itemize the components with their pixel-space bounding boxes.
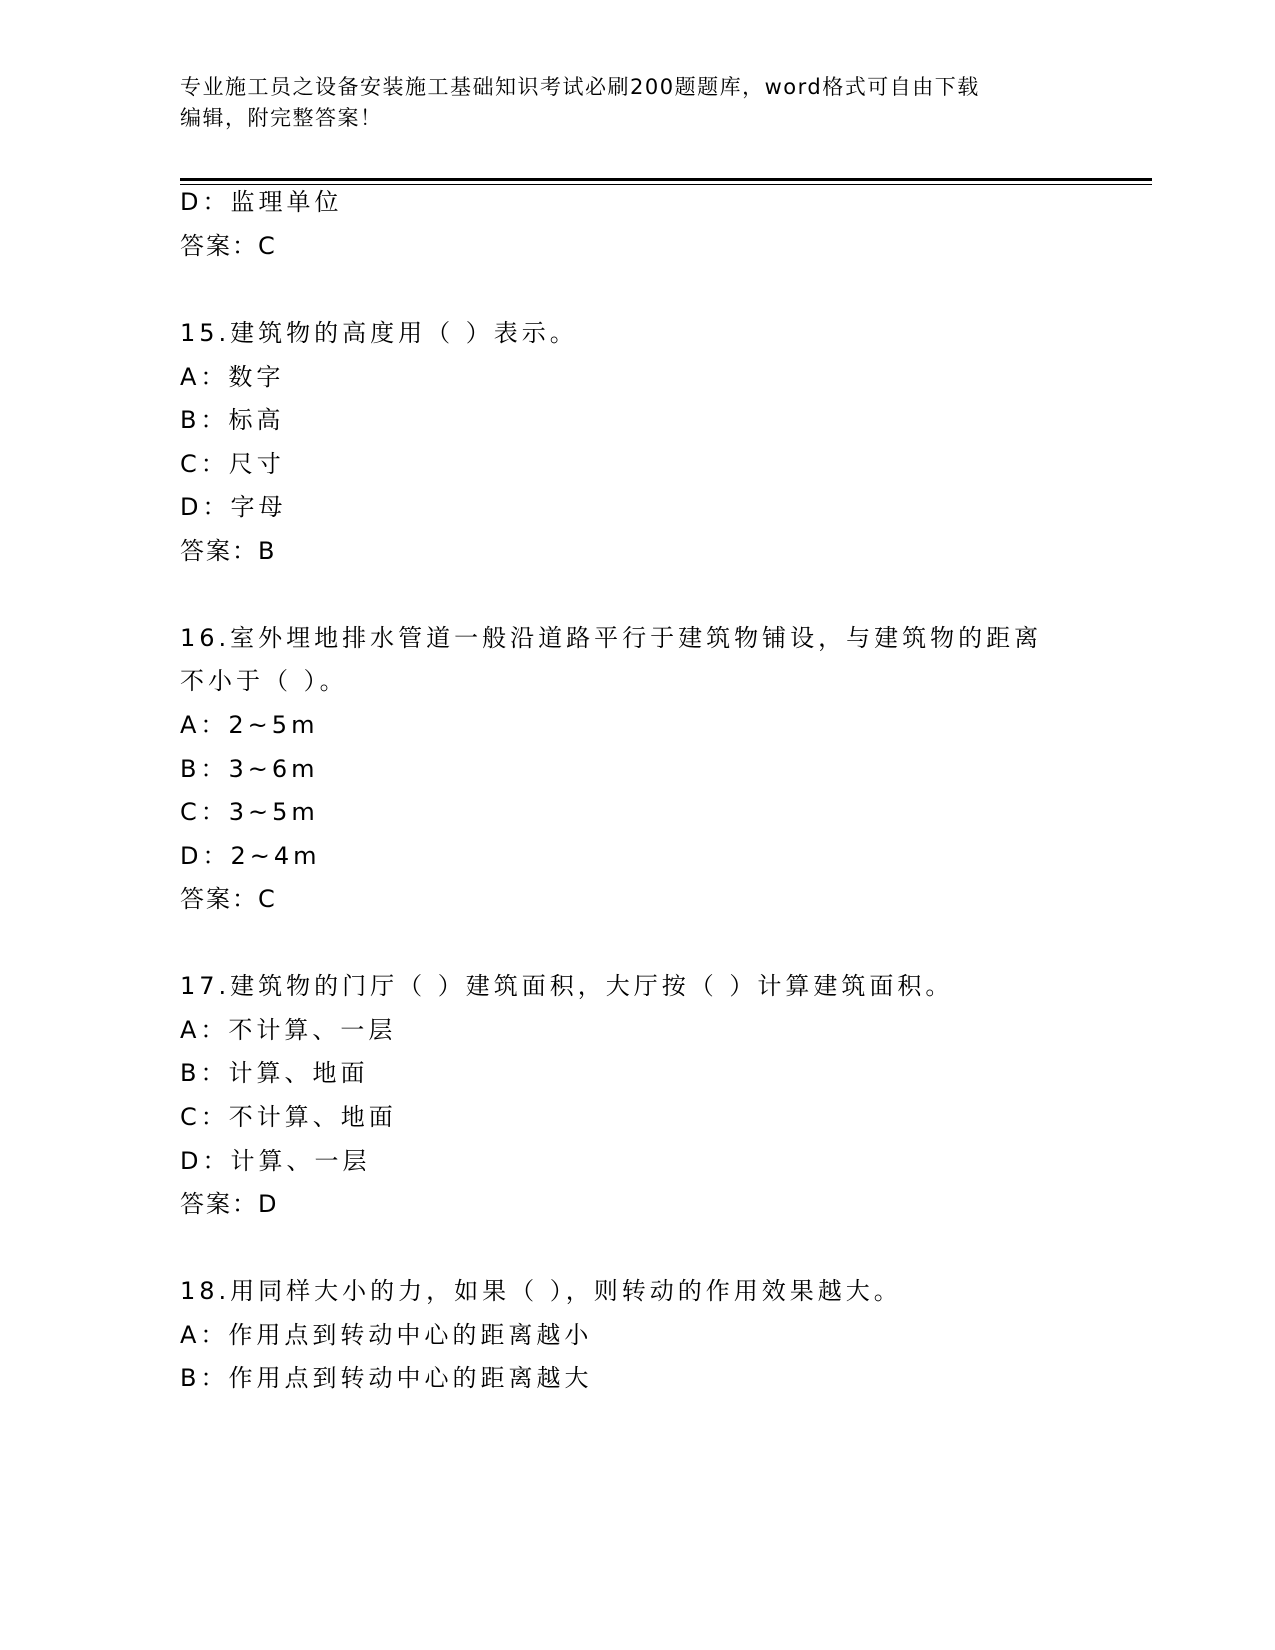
question-15-option-d: D：字母: [180, 493, 287, 521]
question-16-option-c: C：3~5m: [180, 798, 319, 826]
question-15-option-b: B：标高: [180, 406, 285, 434]
question-17-answer: 答案：D: [180, 1190, 279, 1218]
question-18-stem: 18.用同样大小的力，如果（ ），则转动的作用效果越大。: [180, 1277, 902, 1305]
question-15-option-a: A：数字: [180, 363, 285, 391]
question-16-stem-line-2: 不小于（ ）。: [180, 667, 348, 695]
document-header: [180, 72, 1080, 134]
question-15-stem: 15.建筑物的高度用（ ）表示。: [180, 319, 578, 347]
carryover-option-d: D：监理单位: [180, 188, 343, 216]
question-18-option-a: A：作用点到转动中心的距离越小: [180, 1321, 593, 1349]
question-16-option-d: D：2~4m: [180, 842, 321, 870]
question-17-stem: 17.建筑物的门厅（ ）建筑面积，大厅按（ ）计算建筑面积。: [180, 972, 954, 1000]
question-16-option-a: A：2~5m: [180, 711, 319, 739]
question-16-answer: 答案：C: [180, 885, 277, 913]
question-15-answer: 答案：B: [180, 537, 277, 565]
question-15-option-c: C：尺寸: [180, 450, 285, 478]
header-divider-thick: [180, 178, 1152, 181]
question-17-option-d: D：计算、一层: [180, 1147, 371, 1175]
header-title-line-2: 编辑，附完整答案！: [180, 106, 383, 130]
question-18-option-b: B：作用点到转动中心的距离越大: [180, 1364, 593, 1392]
question-17-option-c: C：不计算、地面: [180, 1103, 397, 1131]
header-divider-thin: [180, 184, 1152, 185]
question-16-stem-line-1: 16.室外埋地排水管道一般沿道路平行于建筑物铺设，与建筑物的距离: [180, 624, 1043, 652]
question-17-option-a: A：不计算、一层: [180, 1016, 397, 1044]
carryover-answer: 答案：C: [180, 232, 277, 260]
question-17-option-b: B：计算、地面: [180, 1059, 369, 1087]
header-title-line-1: 专业施工员之设备安装施工基础知识考试必刷200题题库，word格式可自由下载: [180, 75, 980, 99]
question-16-option-b: B：3~6m: [180, 755, 319, 783]
